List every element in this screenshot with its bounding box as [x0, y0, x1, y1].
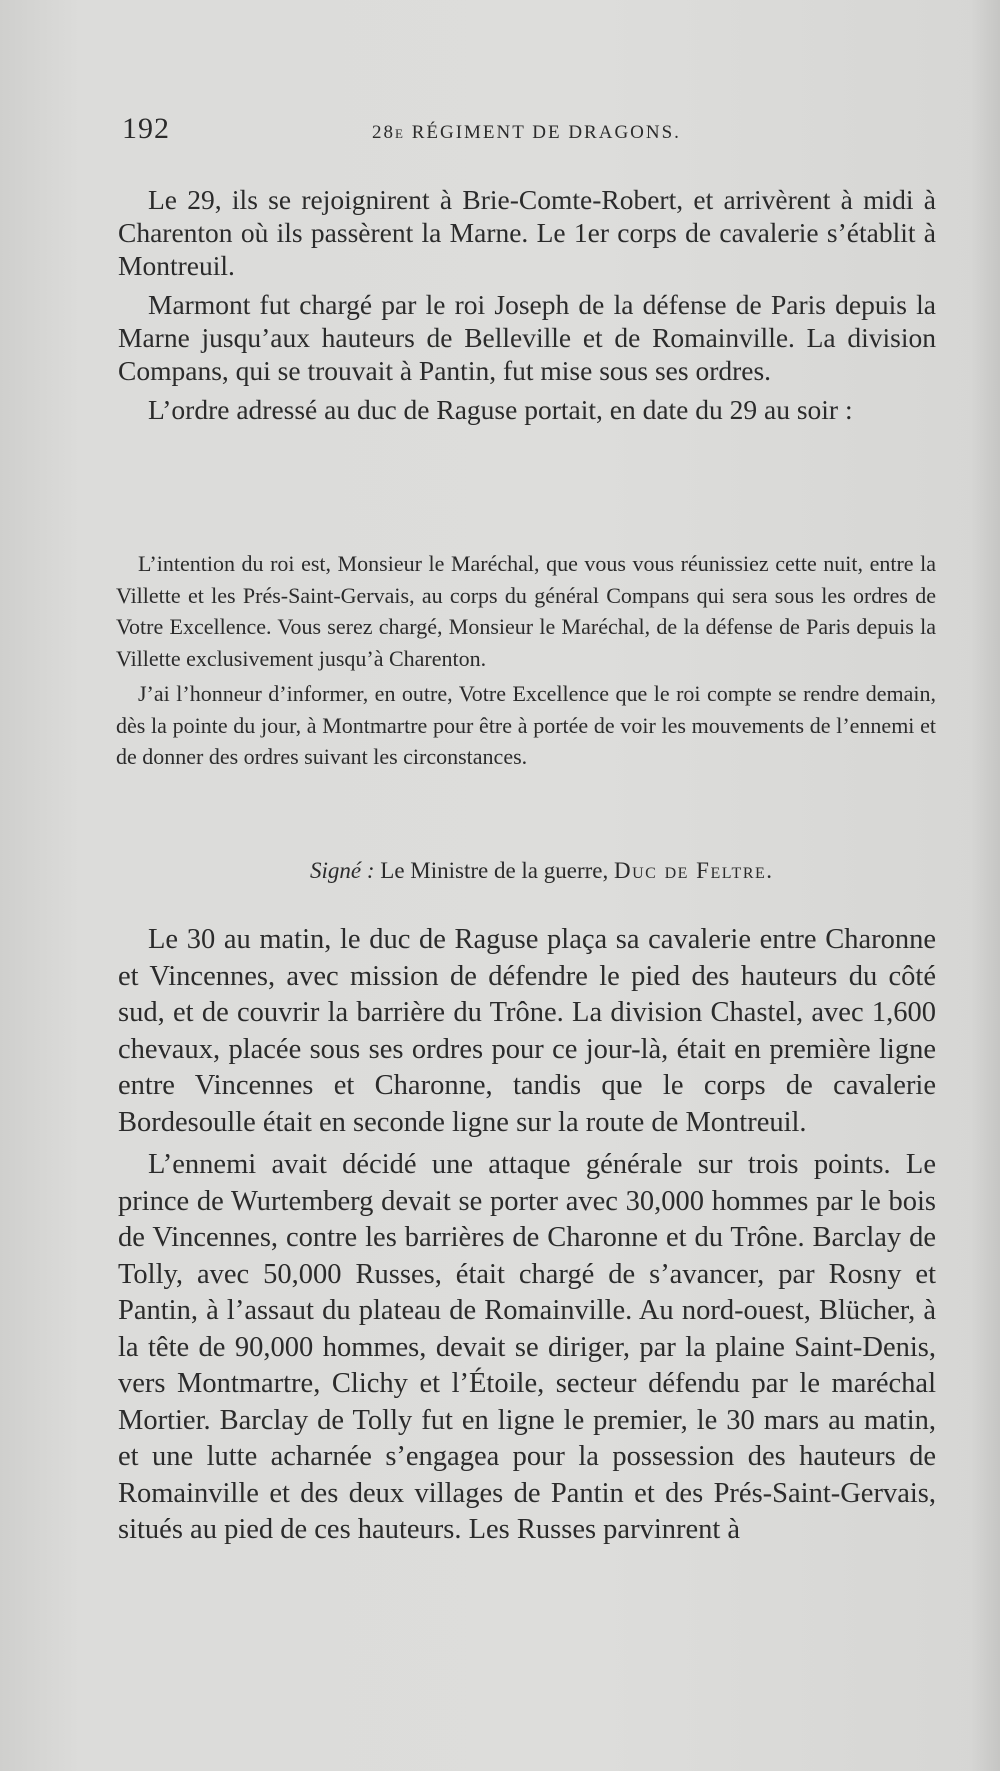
paragraph: L’ordre adressé au duc de Raguse portait, en date du 29 au soir :	[148, 394, 853, 425]
paragraph: Le 29, ils se rejoignirent à Brie-Comte-Robert, et arrivèrent à midi à Charenton où ils passèrent la Marne. Le 1er corps de cavalerie s’établit à Montreuil.	[118, 184, 936, 281]
signature-name: Duc de Feltre.	[614, 858, 774, 883]
paragraph: L’ennemi avait décidé une attaque générale sur trois points. Le prince de Wurtemberg devait se porter avec 30,000 hommes par le bois de Vincennes, contre les barrières de Charonne et du Trône. Barclay de Tolly, avec 50,000 Russes, était chargé de s’avancer, par Rosny et Pantin, à l’assaut du plateau de Romainville. Au nord-ouest, Blücher, à la tête de 90,000 hommes, devait se diriger, par la plaine Saint-Denis, vers Montmartre, Clichy et l’Étoile, secteur défendu par le maréchal Mortier. Barclay de Tolly fut en ligne le premier, le 30 mars au matin, et une lutte acharnée s’engagea pour la possession des hauteurs de Romainville et des deux villages de Pantin et des Prés-Saint-Gervais, situés au pied de ces hauteurs. Les Russes parvinrent à	[118, 1149, 936, 1545]
paragraph: Le 30 au matin, le duc de Raguse plaça sa cavalerie entre Charonne et Vincennes, avec mission de défendre le pied des hauteurs du côté sud, et de couvrir la barrière du Trône. La division Chastel, avec 1,600 chevaux, placée sous ses ordres pour ce jour-là, était en première ligne entre Vincennes et Charonne, tandis que le corps de cavalerie Bordesoulle était en seconde ligne sur la route de Montreuil.	[118, 924, 936, 1138]
body-text-top	[118, 183, 936, 432]
running-head: 28e RÉGIMENT DE DRAGONS.	[372, 122, 681, 143]
quote-paragraph: J’ai l’honneur d’informer, en outre, Votre Excellence que le roi compte se rendre demain, dès la pointe du jour, à Montmartre pour être à portée de voir les mouvements de l’ennemi et de donner des ordres suivant les circonstances.	[116, 681, 936, 769]
signature-label: Signé :	[310, 858, 375, 883]
signature-line	[310, 858, 774, 884]
quoted-order	[116, 548, 936, 777]
quote-paragraph: L’intention du roi est, Monsieur le Maréchal, que vous vous réunissiez cette nuit, entre la Villette et les Prés-Saint-Gervais, au corps du général Compans qui sera sous les ordres de Votre Excellence. Vous serez chargé, Monsieur le Maréchal, de la défense de Paris depuis la Villette exclusivement jusqu’à Charenton.	[116, 551, 936, 671]
paragraph: Marmont fut chargé par le roi Joseph de la défense de Paris depuis la Marne jusqu’aux hauteurs de Belleville et de Romainville. La division Compans, qui se trouvait à Pantin, fut mise sous ses ordres.	[118, 289, 936, 386]
page-header	[122, 112, 942, 152]
signature-text: Le Ministre de la guerre,	[380, 858, 609, 883]
page-edge-shadow	[970, 0, 1000, 1771]
body-text-bottom	[118, 922, 936, 1555]
page-number: 192	[122, 112, 170, 145]
